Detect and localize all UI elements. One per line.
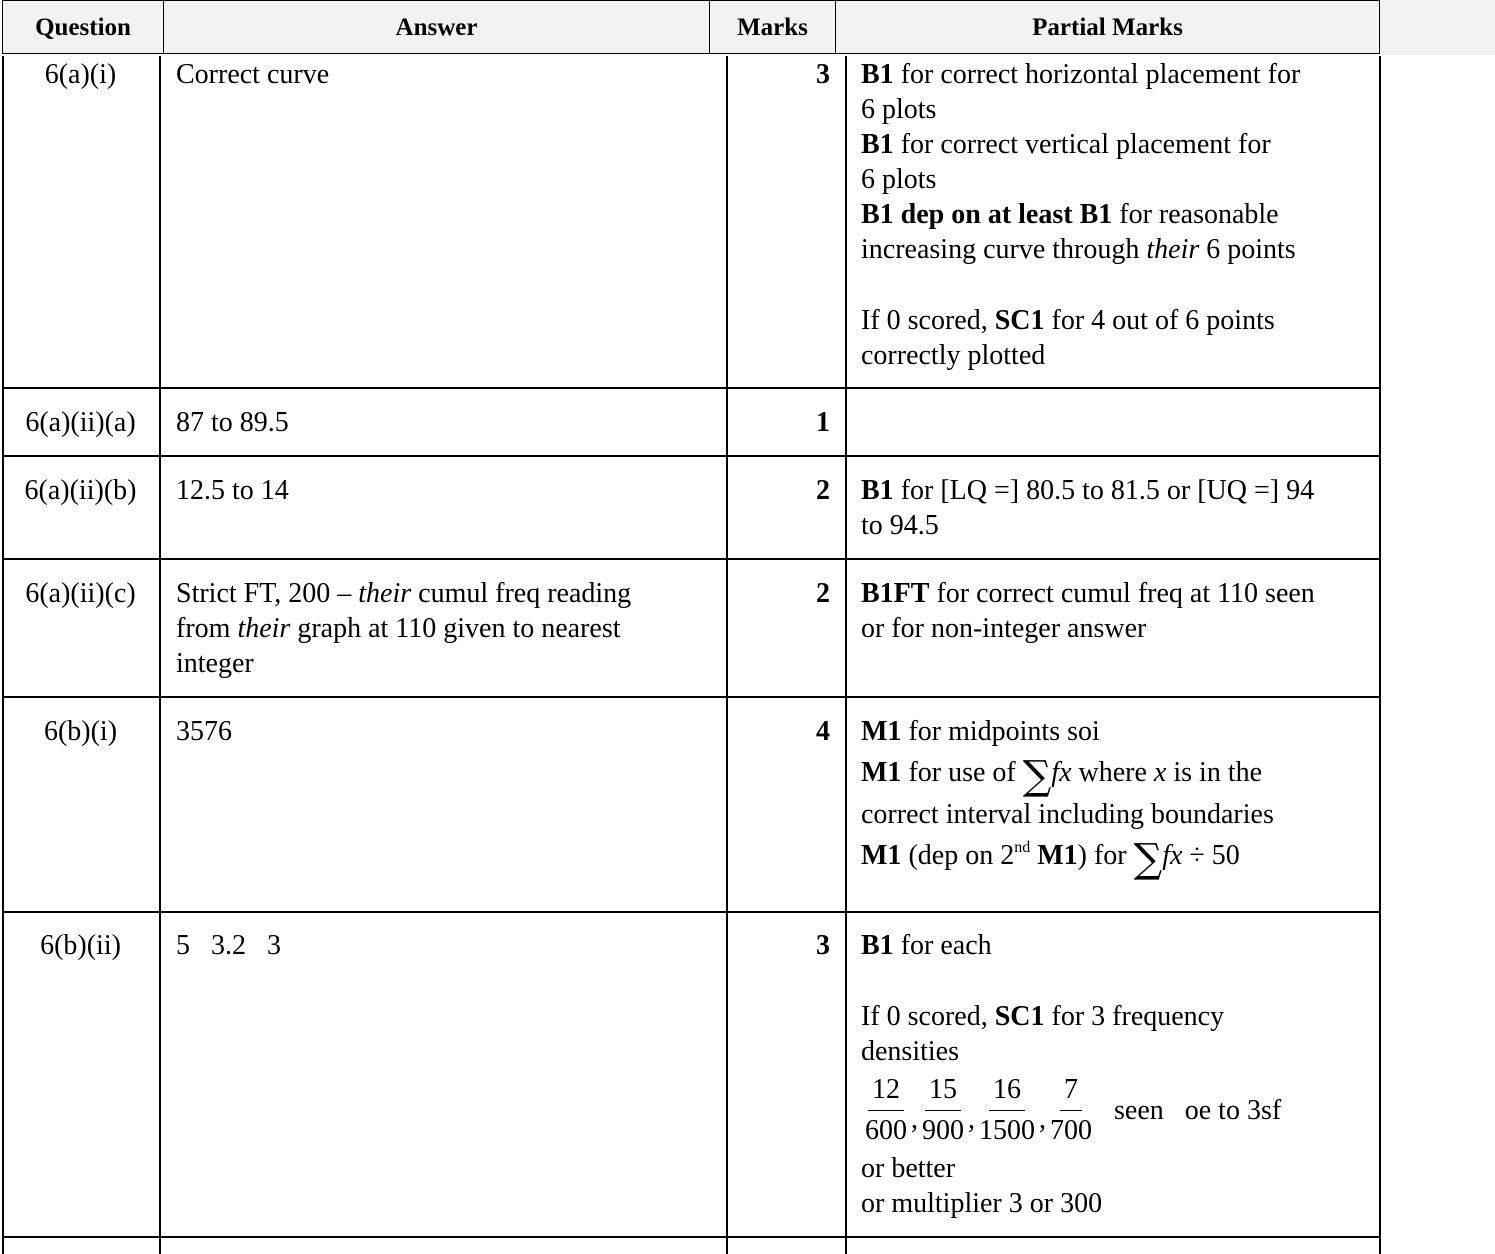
- superscript: nd: [1014, 839, 1031, 856]
- mark-code: M1: [861, 716, 902, 747]
- question-cell: 6(a)(i): [44, 59, 117, 90]
- sigma-symbol: ∑: [1022, 753, 1052, 799]
- partial-text: ) for: [1077, 840, 1134, 871]
- header-answer: Answer: [163, 0, 710, 54]
- fraction-numerator: 15: [925, 1070, 961, 1111]
- header-partial-marks: Partial Marks: [835, 0, 1380, 54]
- partial-text: 6 plots: [861, 94, 937, 125]
- fraction-numerator: 12: [868, 1070, 904, 1111]
- mark-code: SC1: [994, 1001, 1045, 1032]
- partial-text: for each: [893, 930, 992, 961]
- partial-marks-cell: [861, 714, 1376, 880]
- answer-cell: 12.5 to 14: [176, 475, 289, 506]
- question-cell: 6(a)(ii)(a): [25, 407, 136, 438]
- partial-marks-cell: [861, 928, 1376, 1221]
- math-fx: fx: [1162, 840, 1183, 871]
- partial-marks-cell: [861, 576, 1376, 646]
- mark-code: B1FT: [861, 578, 930, 609]
- answer-text: Strict FT, 200 –: [176, 578, 359, 609]
- fraction-denominator: 700: [1050, 1114, 1092, 1146]
- mark-code: B1: [861, 59, 894, 90]
- marks-cell: 4: [816, 716, 830, 747]
- partial-italic: their: [1146, 234, 1200, 265]
- partial-text: for [LQ =] 80.5 to 81.5 or [UQ =] 94: [893, 475, 1315, 506]
- partial-text: or better: [861, 1153, 956, 1184]
- fraction: [865, 1070, 907, 1151]
- marks-cell: 3: [816, 930, 830, 961]
- answer-italic: their: [358, 578, 412, 609]
- mark-code: M1: [861, 840, 902, 871]
- comma: ,: [968, 1104, 975, 1135]
- fraction: [922, 1070, 964, 1151]
- marks-cell: 2: [816, 578, 830, 609]
- mark-code: M1: [861, 757, 902, 788]
- partial-text: ÷ 50: [1182, 840, 1240, 871]
- answer-cell: 87 to 89.5: [176, 407, 289, 438]
- partial-marks-cell: [861, 473, 1376, 543]
- math-fx: fx: [1051, 757, 1072, 788]
- answer-cell: 3576: [176, 716, 232, 747]
- answer-cell: Correct curve: [176, 59, 330, 90]
- partial-text: for 3 frequency: [1044, 1001, 1225, 1032]
- answer-italic: their: [237, 613, 291, 644]
- partial-text: (dep on 2: [901, 840, 1015, 871]
- fraction-numerator: 7: [1060, 1070, 1082, 1111]
- partial-text: or for non-integer answer: [861, 613, 1147, 644]
- partial-text: seen oe to 3sf: [1114, 1094, 1282, 1126]
- answer-text: cumul freq reading: [411, 578, 632, 609]
- answer-text: integer: [176, 648, 254, 679]
- comma: ,: [1039, 1104, 1046, 1135]
- mark-code: B1: [861, 129, 894, 160]
- table-border-right: [1379, 56, 1381, 1254]
- partial-text: correctly plotted: [861, 340, 1046, 371]
- mark-code: M1: [1030, 840, 1078, 871]
- partial-marks-cell: [861, 57, 1376, 373]
- answer-cell: [176, 576, 721, 681]
- sigma-symbol: ∑: [1133, 836, 1163, 882]
- answer-text: graph at 110 given to nearest: [290, 613, 621, 644]
- partial-text: for 4 out of 6 points: [1044, 305, 1275, 336]
- mark-code: B1: [861, 475, 894, 506]
- row-divider: [2, 455, 1380, 457]
- fraction-denominator: 900: [922, 1114, 964, 1146]
- question-cell: 6(a)(ii)(c): [25, 578, 136, 609]
- table-border-left: [2, 56, 4, 1254]
- partial-text: If 0 scored,: [861, 305, 995, 336]
- row-divider: [2, 558, 1380, 560]
- marks-cell: 2: [816, 475, 830, 506]
- partial-text: increasing curve through: [861, 234, 1147, 265]
- fraction: [1050, 1070, 1092, 1151]
- partial-text: is in the: [1166, 757, 1263, 788]
- mark-code: SC1: [994, 305, 1045, 336]
- partial-text: correct interval including boundaries: [861, 799, 1274, 830]
- row-divider: [2, 696, 1380, 698]
- answer-cell: 5 3.2 3: [176, 930, 281, 961]
- partial-text: 6 plots: [861, 164, 937, 195]
- partial-text: If 0 scored,: [861, 1001, 995, 1032]
- partial-text: where: [1071, 757, 1154, 788]
- partial-text: for correct vertical placement for: [893, 129, 1271, 160]
- header-marks: Marks: [709, 0, 836, 54]
- table-border-col1: [159, 56, 161, 1254]
- partial-text: densities: [861, 1036, 959, 1067]
- table-border-col2: [726, 56, 728, 1254]
- mark-code: B1 dep on at least B1: [861, 199, 1113, 230]
- row-divider: [2, 911, 1380, 913]
- partial-text: 6 points: [1199, 234, 1296, 265]
- partial-text: for correct cumul freq at 110 seen: [929, 578, 1315, 609]
- question-cell: 6(b)(ii): [40, 930, 121, 961]
- table-header: [0, 0, 1380, 56]
- marks-cell: 1: [816, 407, 830, 438]
- fraction: [979, 1070, 1035, 1151]
- marks-cell: 3: [816, 59, 830, 90]
- fraction-denominator: 600: [865, 1114, 907, 1146]
- math-x: x: [1153, 757, 1167, 788]
- comma: ,: [911, 1104, 918, 1135]
- partial-text: for reasonable: [1112, 199, 1279, 230]
- partial-text: for use of: [901, 757, 1023, 788]
- answer-text: from: [176, 613, 238, 644]
- partial-text: for correct horizontal placement for: [893, 59, 1301, 90]
- row-divider: [2, 387, 1380, 389]
- question-cell: 6(b)(i): [43, 716, 118, 747]
- fraction-numerator: 16: [989, 1070, 1025, 1111]
- margin-shade: [1380, 0, 1495, 55]
- partial-text: or multiplier 3 or 300: [861, 1188, 1103, 1219]
- row-divider: [2, 1236, 1380, 1238]
- mark-code: B1: [861, 930, 894, 961]
- header-question: Question: [2, 0, 164, 54]
- partial-text: for midpoints soi: [901, 716, 1100, 747]
- partial-text: to 94.5: [861, 510, 939, 541]
- question-cell: 6(a)(ii)(b): [24, 475, 137, 506]
- fraction-denominator: 1500: [979, 1114, 1035, 1146]
- table-border-col3: [845, 56, 847, 1254]
